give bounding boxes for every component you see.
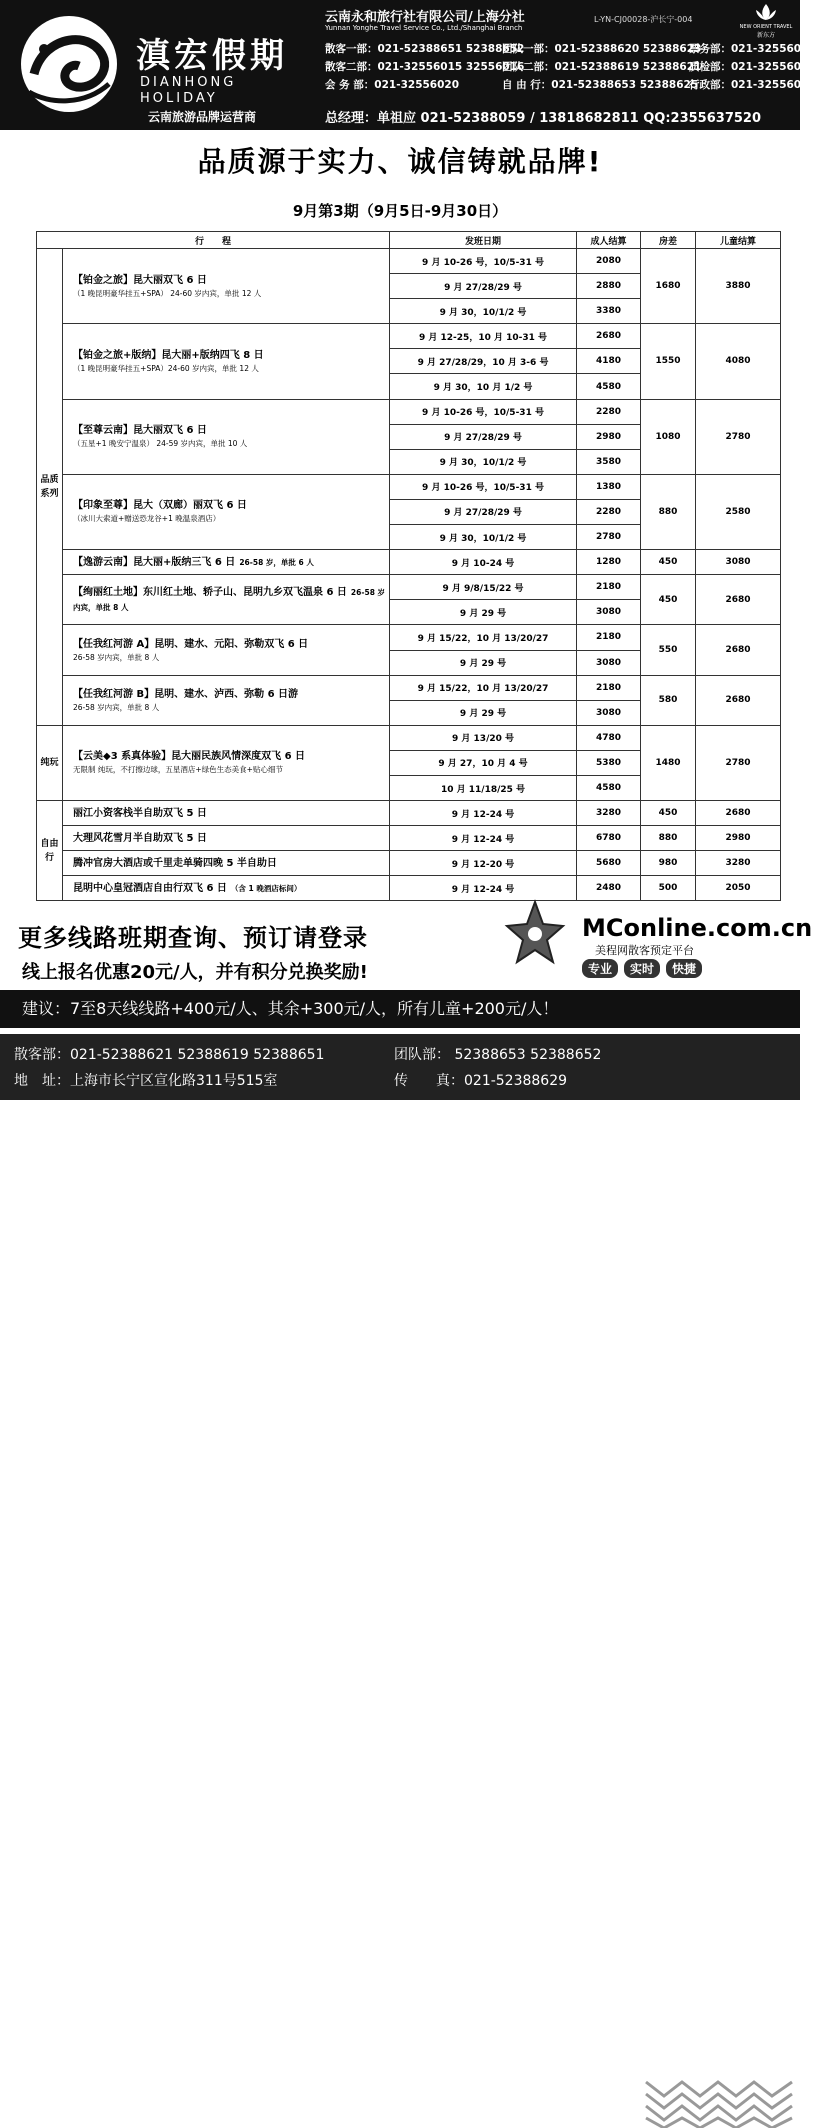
room-difference: 880 (641, 826, 696, 851)
table-row (37, 876, 781, 901)
contact-item: 自 由 行：021-52388653 52388625 (502, 79, 699, 91)
adult-price: 2180 (577, 575, 641, 600)
route-title: 【铂金之旅+版纳】昆大丽+版纳四飞 8 日 (73, 349, 264, 361)
route-cell (63, 801, 390, 826)
room-difference: 980 (641, 851, 696, 876)
table-row (37, 675, 781, 700)
departure-date: 9 月 12-24 号 (390, 801, 577, 826)
table-header-row (37, 232, 781, 249)
partner-badge (738, 2, 794, 38)
departure-date: 9 月 29 号 (390, 700, 577, 725)
room-difference: 500 (641, 876, 696, 901)
adult-price: 4580 (577, 374, 641, 399)
route-cell (63, 725, 390, 800)
adult-price: 3280 (577, 801, 641, 826)
promo-discount: 线上报名优惠20元/人，并有积分兑换奖励! (22, 962, 368, 983)
room-difference: 580 (641, 675, 696, 725)
child-price: 2680 (696, 575, 781, 625)
room-difference: 450 (641, 575, 696, 625)
table-row (37, 324, 781, 349)
room-difference: 550 (641, 625, 696, 675)
route-desc: （1 晚昆明豪华挂五+SPA）24-60 岁内宾，单批 12 人 (73, 363, 259, 373)
footer-tuandui: 团队部： 52388653 52388652 (394, 1047, 602, 1063)
pricing-advice-banner: 建议：7至8天线线路+400元/人、其余+300元/人，所有儿童+200元/人！ (0, 990, 800, 1028)
child-price: 3880 (696, 249, 781, 324)
decorative-pattern-icon (646, 2076, 792, 2128)
category-cell: 纯玩 (37, 725, 63, 800)
adult-price: 5680 (577, 851, 641, 876)
departure-date: 9 月 30，10/1/2 号 (390, 449, 577, 474)
route-title: 丽江小资客栈半自助双飞 5 日 (73, 807, 207, 819)
header (0, 0, 816, 130)
contact-item: 散客一部：021-52388651 52388652 (325, 43, 525, 55)
room-difference: 1080 (641, 399, 696, 474)
lotus-icon (751, 2, 781, 22)
route-title: 【绚丽红土地】东川红土地、轿子山、昆明九乡双飞温泉 6 日 (73, 586, 347, 598)
adult-price: 5380 (577, 750, 641, 775)
room-difference: 1550 (641, 324, 696, 399)
footer-row-address (14, 1070, 567, 1090)
table-row (37, 550, 781, 575)
adult-price: 2980 (577, 424, 641, 449)
price-table (36, 231, 781, 901)
contact-item: 散客二部：021-32556015 32556016 (325, 61, 525, 73)
mconline-tags (582, 959, 702, 978)
departure-date: 10 月 11/18/25 号 (390, 775, 577, 800)
child-price: 2780 (696, 399, 781, 474)
table-row (37, 625, 781, 650)
route-cell (63, 876, 390, 901)
contact-row (325, 58, 816, 76)
route-desc: 26-58 岁内宾，单批 8 人 (73, 587, 386, 612)
table-row (37, 725, 781, 750)
table-row (37, 575, 781, 600)
table-row (37, 399, 781, 424)
adult-price: 2280 (577, 399, 641, 424)
route-desc: （冰川大索道+赠送恐龙谷+1 晚温泉酒店） (73, 514, 221, 524)
room-difference: 450 (641, 801, 696, 826)
departure-date: 9 月 27/28/29 号 (390, 424, 577, 449)
table-row (37, 826, 781, 851)
footer (0, 1034, 800, 1100)
adult-price: 2180 (577, 675, 641, 700)
route-title: 【印象至尊】昆大（双廊）丽双飞 6 日 (73, 500, 247, 512)
badge-en: NEW ORIENT TRAVEL (739, 24, 793, 30)
departure-date: 9 月 10-26 号，10/5-31 号 (390, 474, 577, 499)
departure-date: 9 月 10-26 号，10/5-31 号 (390, 249, 577, 274)
adult-price: 3080 (577, 700, 641, 725)
route-line (73, 585, 389, 615)
departure-date: 9 月 30，10/1/2 号 (390, 299, 577, 324)
departure-date: 9 月 9/8/15/22 号 (390, 575, 577, 600)
adult-price: 3080 (577, 650, 641, 675)
route-cell (63, 851, 390, 876)
route-cell (63, 575, 390, 625)
mconline-brand[interactable]: MConline.com.cn (582, 914, 813, 942)
route-line (73, 881, 389, 896)
route-desc: 无限制 纯玩，不打擦边球，五星酒店+绿色生态美食+贴心细节 (73, 765, 283, 775)
tag-realtime: 实时 (624, 959, 660, 978)
mconline-subtitle: 美程网散客预定平台 (595, 944, 694, 957)
table-row (37, 474, 781, 499)
contact-list (325, 40, 816, 94)
route-title: 昆明中心皇冠酒店自由行双飞 6 日 (73, 882, 227, 894)
adult-price: 4180 (577, 349, 641, 374)
route-desc: 26-58 岁，单批 6 人 (239, 557, 314, 567)
swirl-logo-icon (14, 14, 124, 114)
route-title: 【逸游云南】昆大丽+版纳三飞 6 日 (73, 556, 236, 568)
child-price: 2980 (696, 826, 781, 851)
table-row (37, 249, 781, 274)
adult-price: 6780 (577, 826, 641, 851)
child-price: 3080 (696, 550, 781, 575)
logo-en-line2: HOLIDAY (140, 91, 218, 106)
contact-row (325, 76, 816, 94)
agency-name-en: Yunnan Yonghe Travel Service Co., Ltd./Shanghai Branch (325, 24, 523, 32)
adult-price: 2680 (577, 324, 641, 349)
departure-date: 9 月 12-25，10 月 10-31 号 (390, 324, 577, 349)
contact-row (325, 40, 816, 58)
departure-date: 9 月 13/20 号 (390, 725, 577, 750)
departure-date: 9 月 27/28/29 号 (390, 274, 577, 299)
adult-price: 2880 (577, 274, 641, 299)
badge-cn: 新东方 (756, 32, 775, 39)
route-cell (63, 249, 390, 324)
star-logo-icon (505, 900, 565, 970)
tag-pro: 专业 (582, 959, 618, 978)
adult-price: 2780 (577, 525, 641, 550)
departure-date: 9 月 30，10/1/2 号 (390, 525, 577, 550)
route-cell (63, 474, 390, 549)
route-cell (63, 625, 390, 675)
tag-fast: 快捷 (666, 959, 702, 978)
child-price: 4080 (696, 324, 781, 399)
route-cell (63, 550, 390, 575)
departure-date: 9 月 30，10 月 1/2 号 (390, 374, 577, 399)
departure-date: 9 月 27，10 月 4 号 (390, 750, 577, 775)
route-cell (63, 399, 390, 474)
route-desc: 26-58 岁内宾，单批 8 人 (73, 652, 160, 662)
child-price: 2680 (696, 625, 781, 675)
contact-item: 质检部：021-32556019 (689, 61, 816, 73)
contact-item: 团队一部：021-52388620 52388623 (502, 43, 702, 55)
route-title: 大理风花雪月半自助双飞 5 日 (73, 832, 207, 844)
adult-price: 2180 (577, 625, 641, 650)
logo-slogan: 云南旅游品牌运营商 (148, 110, 257, 124)
adult-price: 2080 (577, 249, 641, 274)
footer-sanke: 散客部：021-52388621 52388619 52388651 (14, 1047, 325, 1063)
child-price: 2680 (696, 801, 781, 826)
manager-contact: 总经理：单祖应 021-52388059 / 13818682811 QQ:2355637520 (325, 111, 762, 126)
adult-price: 4780 (577, 725, 641, 750)
adult-price: 3380 (577, 299, 641, 324)
route-title: 【任我红河游 A】昆明、建水、元阳、弥勒双飞 6 日 (73, 638, 309, 650)
route-cell (63, 324, 390, 399)
brand-logo (8, 8, 308, 123)
departure-date: 9 月 10-24 号 (390, 550, 577, 575)
route-title: 腾冲官房大酒店或千里走单骑四晚 5 半自助日 (73, 857, 277, 869)
route-desc: （五星+1 晚安宁温泉） 24-59 岁内宾，单批 10 人 (73, 439, 248, 449)
contact-item: 票务部：021-32556020 (689, 43, 816, 55)
header-date: 发班日期 (390, 232, 577, 249)
contact-item: 会 务 部：021-32556020 (325, 79, 460, 91)
departure-date: 9 月 12-24 号 (390, 876, 577, 901)
header-fangcha: 房差 (641, 232, 696, 249)
room-difference: 880 (641, 474, 696, 549)
adult-price: 1280 (577, 550, 641, 575)
route-line (73, 555, 389, 570)
departure-date: 9 月 15/22，10 月 13/20/27 (390, 625, 577, 650)
category-cell: 品质系列 (37, 249, 63, 726)
departure-date: 9 月 12-20 号 (390, 851, 577, 876)
logo-en-line1: DIANHONG (140, 75, 237, 90)
route-title: 【任我红河游 B】昆明、建水、泸西、弥勒 6 日游 (73, 688, 299, 700)
footer-address: 地 址：上海市长宁区宣化路311号515室 (14, 1073, 278, 1089)
promo-headline: 更多线路班期查询、预订请登录 (18, 924, 368, 952)
route-desc: （1 晚昆明豪华挂五+SPA） 24-60 岁内宾，单批 12 人 (73, 288, 262, 298)
child-price: 2050 (696, 876, 781, 901)
header-adult: 成人结算 (577, 232, 641, 249)
departure-date: 9 月 12-24 号 (390, 826, 577, 851)
room-difference: 450 (641, 550, 696, 575)
agency-name: 云南永和旅行社有限公司/上海分社 (325, 10, 525, 25)
category-cell: 自由行 (37, 801, 63, 901)
contact-item: 行政部：021-32556018 (689, 79, 816, 91)
adult-price: 1380 (577, 474, 641, 499)
table-row (37, 851, 781, 876)
table-row (37, 801, 781, 826)
header-child: 儿童结算 (696, 232, 781, 249)
route-desc: 26-58 岁内宾，单批 8 人 (73, 702, 160, 712)
period-title: 9月第3期（9月5日-9月30日） (292, 202, 508, 220)
footer-fax: 传 真：021-52388629 (394, 1073, 568, 1089)
route-desc: （含 1 晚酒店标间） (230, 883, 302, 893)
child-price: 2780 (696, 725, 781, 800)
child-price: 2680 (696, 675, 781, 725)
adult-price: 3580 (577, 449, 641, 474)
adult-price: 2280 (577, 499, 641, 524)
route-cell (63, 826, 390, 851)
departure-date: 9 月 15/22，10 月 13/20/27 (390, 675, 577, 700)
departure-date: 9 月 27/28/29，10 月 3-6 号 (390, 349, 577, 374)
room-difference: 1680 (641, 249, 696, 324)
departure-date: 9 月 10-26 号，10/5-31 号 (390, 399, 577, 424)
route-cell (63, 675, 390, 725)
child-price: 3280 (696, 851, 781, 876)
departure-date: 9 月 29 号 (390, 600, 577, 625)
logo-text: 滇宏假期 (136, 36, 288, 76)
route-title: 【至尊云南】昆大丽双飞 6 日 (73, 425, 207, 437)
departure-date: 9 月 27/28/29 号 (390, 499, 577, 524)
route-title: 【铂金之旅】昆大丽双飞 6 日 (73, 274, 207, 286)
room-difference: 1480 (641, 725, 696, 800)
license-number: L-YN-CJ00028-沪长宁-004 (594, 15, 693, 24)
header-route: 行 程 (37, 232, 390, 249)
adult-price: 2480 (577, 876, 641, 901)
adult-price: 4580 (577, 775, 641, 800)
adult-price: 3080 (577, 600, 641, 625)
route-title: 【云美◆3 系真体验】昆大丽民族风情深度双飞 6 日 (73, 751, 306, 763)
departure-date: 9 月 29 号 (390, 650, 577, 675)
contact-item: 团队二部：021-52388619 52388621 (502, 61, 702, 73)
footer-row-phones (14, 1044, 601, 1064)
main-slogan: 品质源于实力、诚信铸就品牌! (197, 145, 603, 178)
child-price: 2580 (696, 474, 781, 549)
